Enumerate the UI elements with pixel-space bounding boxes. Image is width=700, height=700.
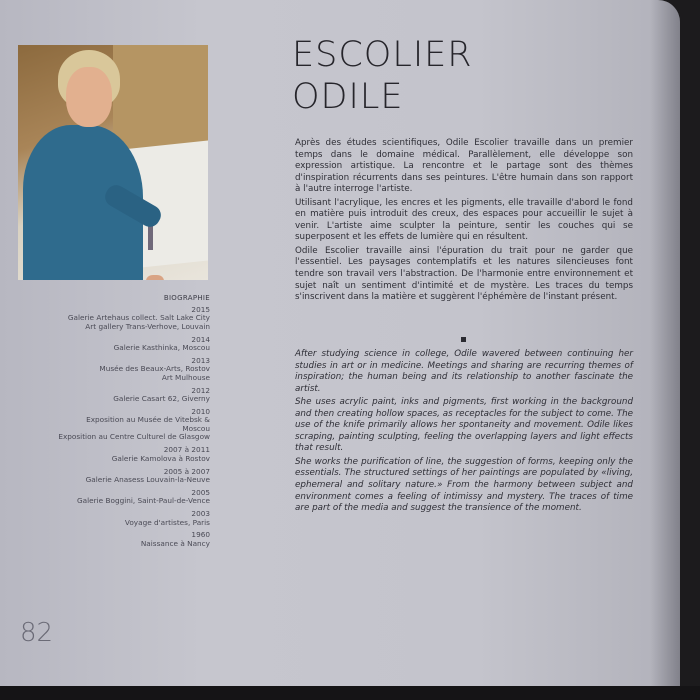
bio-line: Galerie Anasess Louvain-la-Neuve <box>85 474 210 484</box>
bio-year: 2013 <box>191 356 210 366</box>
biography-heading: BIOGRAPHIE <box>163 294 210 302</box>
paragraph: Utilisant l'acrylique, les encres et les pigments, elle travaille d'abord le fond en matière puis introduit des creux, des espaces pour accueillir le sujet à venir. L'artiste aime sculpter la peinture, sentir les couches qui se superposent et les effets de lumière qui en résultent. <box>295 197 633 243</box>
bio-line: Art gallery Trans-Verhove, Louvain <box>85 321 210 331</box>
book-edge <box>0 686 700 700</box>
bio-line: Exposition au Musée de Vitebsk & <box>86 415 210 425</box>
title-line: ODILE <box>292 77 404 117</box>
bio-entry <box>0 387 210 404</box>
bio-year: 1960 <box>191 530 210 540</box>
french-text <box>295 138 633 306</box>
bio-entry <box>0 446 210 463</box>
bio-entry <box>0 408 210 442</box>
bio-entry <box>0 336 210 353</box>
bio-entry <box>0 306 210 331</box>
bio-line: Exposition au Centre Culturel de Glasgow <box>58 432 210 442</box>
page-curve-shadow <box>650 0 680 700</box>
bio-entry <box>0 510 210 527</box>
bio-line: Galerie Artehaus collect. Salt Lake City <box>67 313 210 323</box>
page-number: 82 <box>20 618 54 648</box>
biography-list <box>0 306 210 553</box>
bio-entry <box>0 468 210 485</box>
separator-square <box>461 337 466 342</box>
paragraph: She uses acrylic paint, inks and pigments, first working in the background and then creating hollow spaces, as receptacles for the subject to come. The use of the knife primarily allows her spontaneity and movement. Odile likes scraping, painting sculpting, feeling the overlapping layers and light effects that result. <box>295 397 633 454</box>
paragraph: She works the purification of line, the suggestion of forms, keeping only the essentials. The structured settings of her paintings are populated by «living, ephemeral and solitary nature.» From the harmony between subject and environment comes a feeling of intimissy and mystery. The traces of time are part of the media and suggest the transience of the moment. <box>295 456 633 514</box>
bio-year: 2007 à 2011 <box>163 445 210 455</box>
paragraph: After studying science in college, Odile wavered between continuing her studies in art or in medicine. Meetings and sharing are recurring themes of inspiration; the human being and its relationship to another fascinate the artist. <box>295 349 633 394</box>
bio-entry <box>0 531 210 548</box>
title-line: ESCOLIER <box>292 35 473 75</box>
bio-year: 2014 <box>191 334 210 344</box>
bio-line: Moscou <box>182 423 210 433</box>
bio-entry <box>0 489 210 506</box>
artist-portrait-photo <box>18 45 208 280</box>
bio-line: Musée des Beaux-Arts, Rostov <box>99 364 210 374</box>
bio-year: 2005 <box>191 487 210 497</box>
bio-year: 2012 <box>191 385 210 395</box>
english-text <box>295 349 633 517</box>
bio-year: 2010 <box>191 407 210 417</box>
bio-line: Voyage d'artistes, Paris <box>124 517 210 527</box>
artist-name-title <box>292 34 473 118</box>
bio-entry <box>0 357 210 382</box>
paragraph: Après des études scientifiques, Odile Escolier travaille dans un premier temps dans le domaine médical. Parallèlement, elle développe son expression artistique. La rencontre et le partage sont des thèmes d'inspiration récurrents dans ses peintures. L'être humain dans son rapport à l'autre interroge l'artiste. <box>295 138 633 195</box>
paragraph: Odile Escolier travaille ainsi l'épuration du trait pour ne garder que l'essentiel. Les paysages contemplatifs et les natures silencieuses font tendre son travail vers l'abstraction. De l'harmonie entre environnement et sujet naît un sentiment d'intimité et de mystère. Les traces du temps s'inscrivent dans la matière et suggèrent l'éphémère de l'instant présent. <box>295 245 633 303</box>
bio-line: Galerie Kamolova à Rostov <box>111 453 210 463</box>
bio-line: Galerie Boggini, Saint-Paul-de-Vence <box>77 496 210 506</box>
bio-line: Naissance à Nancy <box>140 538 210 548</box>
bio-line: Galerie Kasthinka, Moscou <box>113 343 210 353</box>
bio-year: 2005 à 2007 <box>163 466 210 476</box>
bio-line: Galerie Casart 62, Giverny <box>113 394 210 404</box>
bio-line: Art Mulhouse <box>161 372 210 382</box>
bio-year: 2003 <box>191 509 210 519</box>
bio-year: 2015 <box>191 305 210 314</box>
